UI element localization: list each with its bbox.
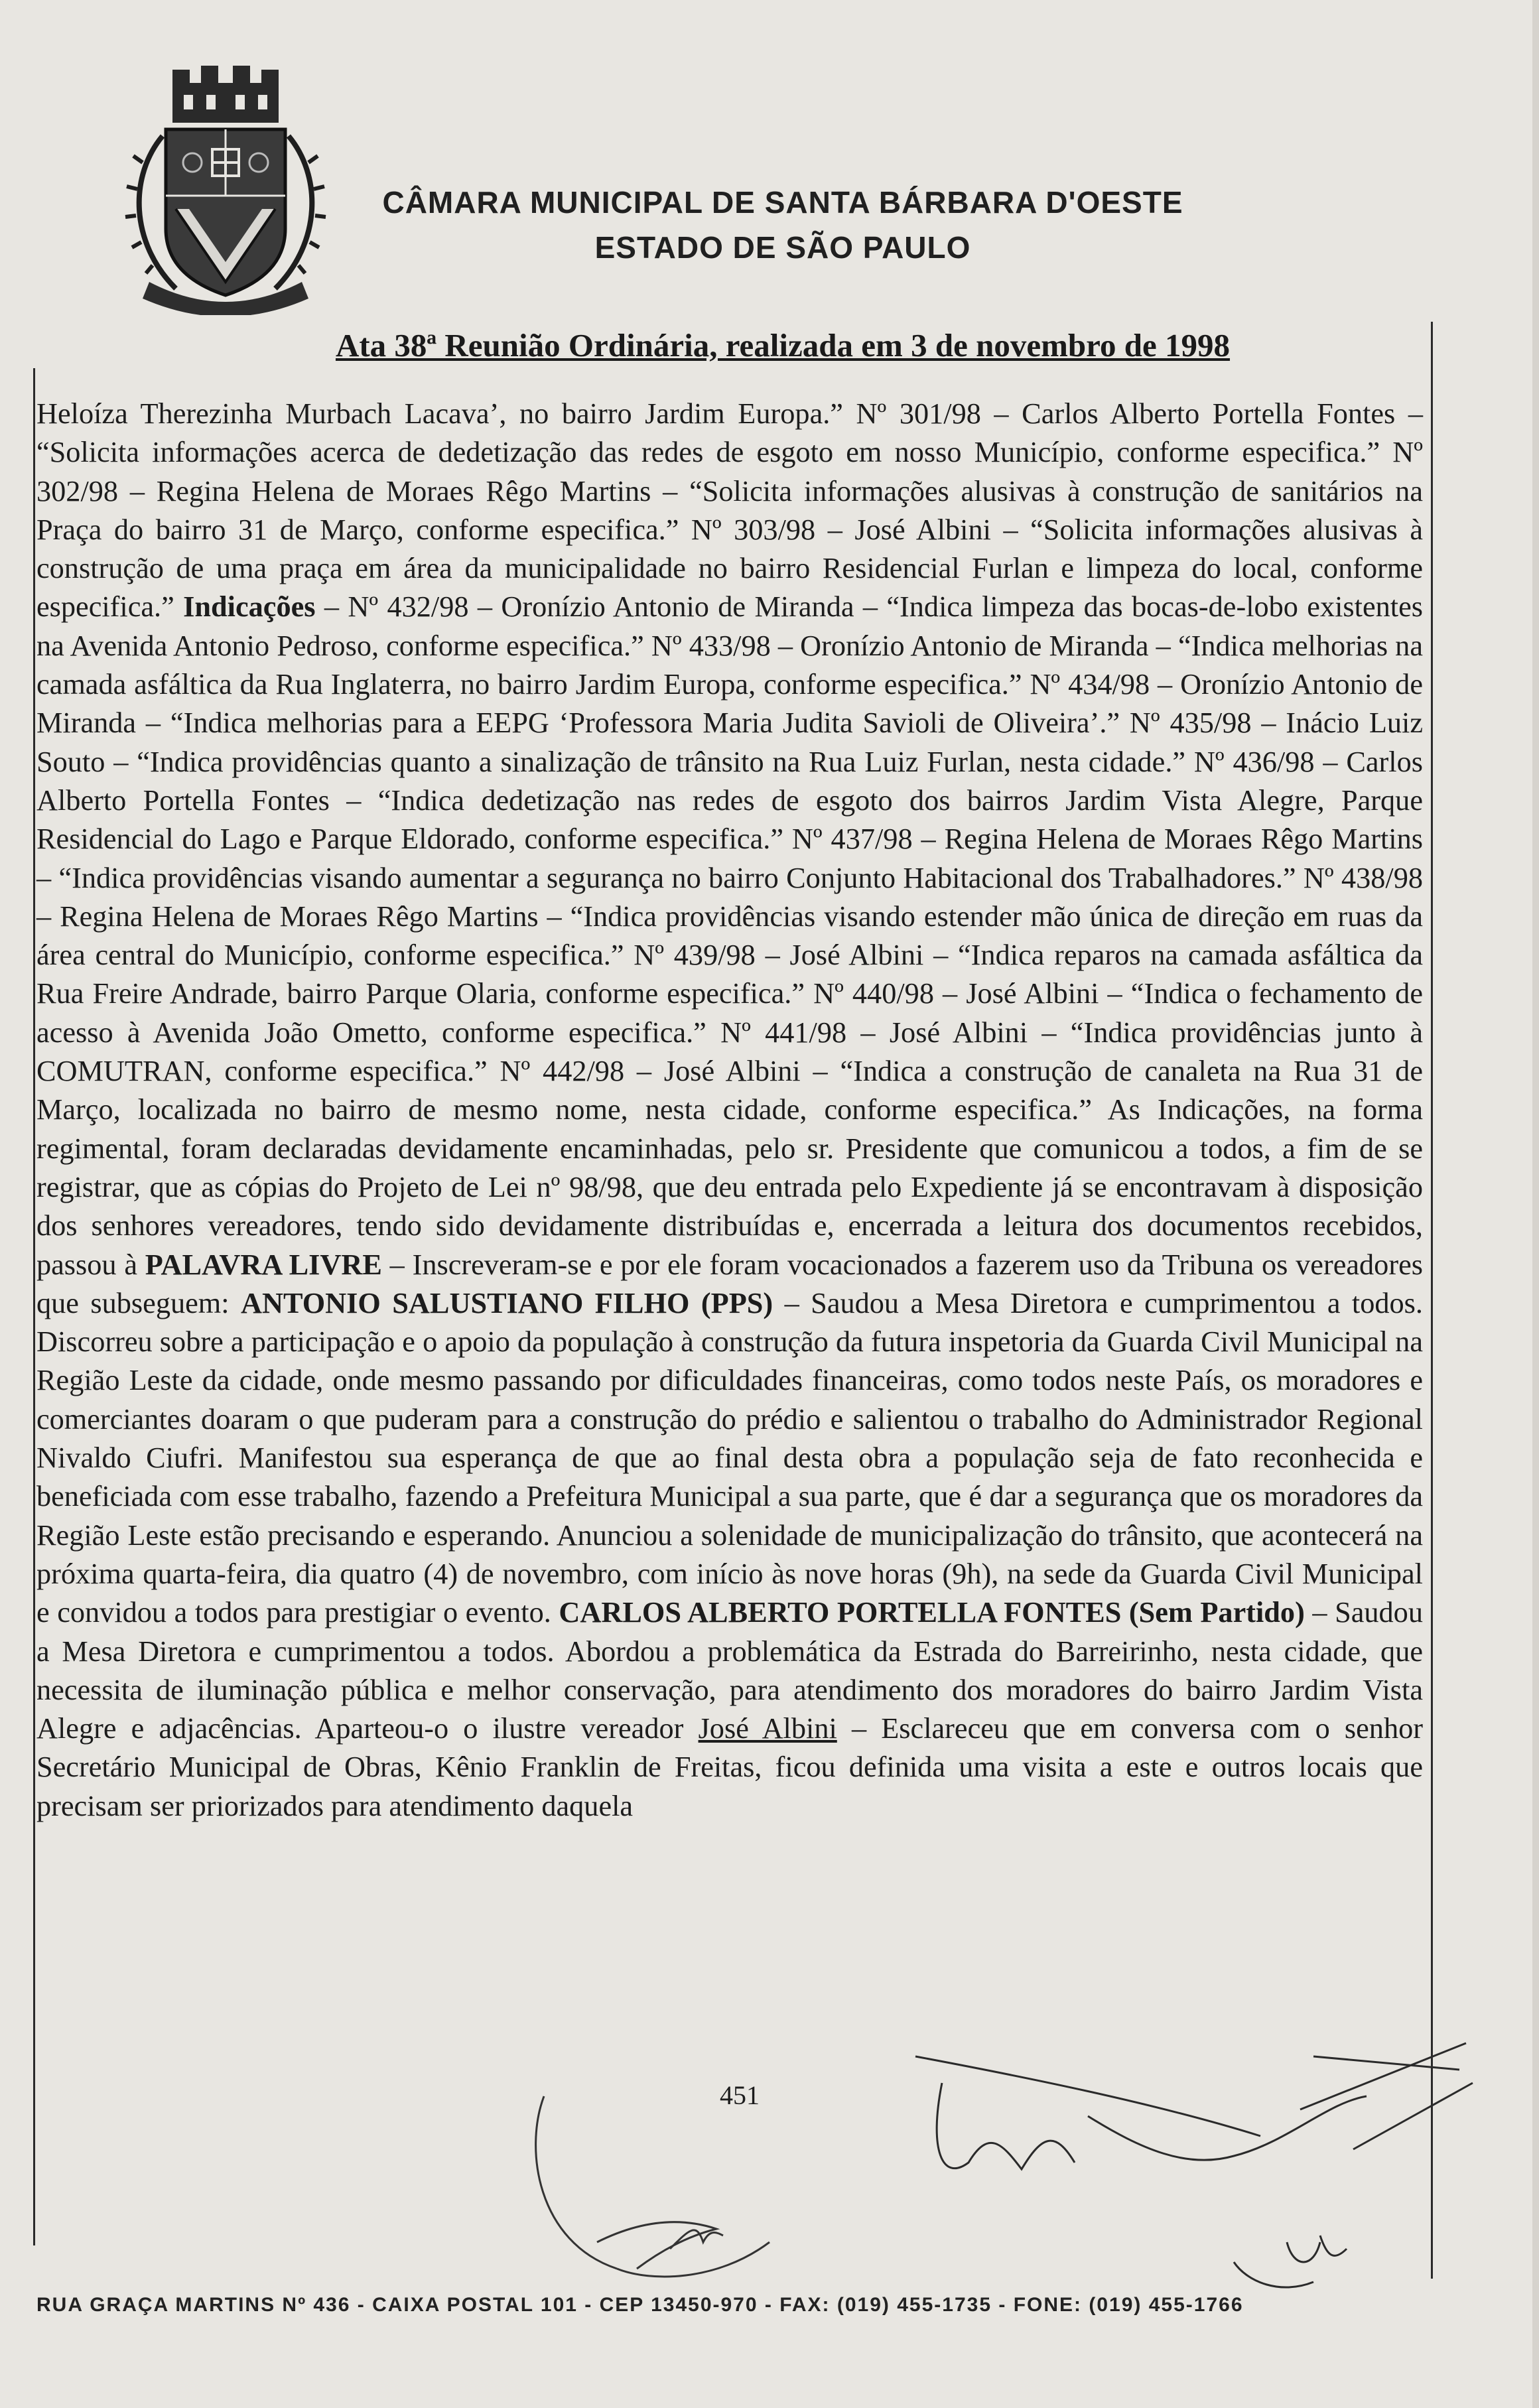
minutes-body <box>36 395 1423 1826</box>
page-number: 451 <box>720 2080 760 2110</box>
footer-address: RUA GRAÇA MARTINS Nº 436 - CAIXA POSTAL 101 - CEP 13450-970 - FAX: (019) 455-1735 - FONE: (019) 455-1766 <box>36 2294 1244 2316</box>
state-title: ESTADO DE SÃO PAULO <box>594 230 971 265</box>
speaker-name: CARLOS ALBERTO PORTELLA FONTES (Sem Partido) <box>559 1596 1305 1629</box>
left-margin-line <box>33 368 35 2245</box>
body-text-segment: – Inscreveram-se e por ele foram vocacionados a fazerem uso da Tribuna os vereadores que subseguem: <box>36 1248 1423 1319</box>
body-text-segment: – Nº 432/98 – Oronízio Antonio de Miranda – “Indica limpeza das bocas-de-lobo existentes na Avenida Antonio Pedroso, conforme especifica.” Nº 433/98 – Oronízio Antonio de Miranda – “Indica melhorias na camada asfáltica da Rua Inglaterra, no bairro Jardim Europa, conforme especifica.” Nº 434/98 – Oronízio Antonio de Miranda – “Indica melhorias para a EEPG ‘Professora Maria Judita Savioli de Oliveira’.” Nº 435/98 – Inácio Luiz Souto – “Indica providências quanto a sinalização de trânsito na Rua Luiz Furlan, nesta cidade.” Nº 436/98 – Carlos Alberto Portella Fontes – “Indica dedetização nas redes de esgoto dos bairros Jardim Vista Alegre, Parque Residencial do Lago e Parque Eldorado, conforme especifica.” Nº 437/98 – Regina Helena de Moraes Rêgo Martins – “Indica providências visando aumentar a segurança no bairro Conjunto Habitacional dos Trabalhadores.” Nº 438/98 – Regina Helena de Moraes Rêgo Martins – “Indica providências visando estender mão única de direção em ruas da área central do Município, conforme especifica.” Nº 439/98 – José Albini – “Indica reparos na camada asfáltica da Rua Freire Andrade, bairro Parque Olaria, conforme especifica.” Nº 440/98 – José Albini – “Indica o fechamento de acesso à Avenida João Ometto, conforme especifica.” Nº 441/98 – José Albini – “Indica providências junto à COMUTRAN, conforme especifica.” Nº 442/98 – José Albini – “Indica a construção de canaleta na Rua 31 de Março, localizada no bairro de mesmo nome, nesta cidade, conforme especifica.” As Indicações, na forma regimental, foram declaradas devidamente encaminhadas, pelo sr. Presidente que comunicou a todos, a fim de se registrar, que as cópias do Projeto de Lei nº 98/98, que deu entrada pelo Expediente já se encontravam à disposição dos senhores vereadores, tendo sido devidamente distribuídas e, encerrada a leitura dos documentos recebidos, passou à <box>36 590 1423 1281</box>
signature-right <box>889 2030 1486 2308</box>
indicacoes-heading: Indicações <box>183 590 316 624</box>
aparte-name: José Albini <box>698 1712 837 1745</box>
signature-left <box>517 2070 889 2308</box>
body-text-segment: Heloíza Therezinha Murbach Lacava’, no bairro Jardim Europa.” Nº 301/98 – Carlos Alberto Portella Fontes – “Solicita informações acerca de dedetização das redes de esgoto em nosso Município, conforme especifica.” Nº 302/98 – Regina Helena de Moraes Rêgo Martins – “Solicita informações alusivas à construção de sanitários na Praça do bairro 31 de Março, conforme especifica.” Nº 303/98 – José Albini – “Solicita informações alusivas à construção de uma praça em área da municipalidade no bairro Residencial Furlan e limpeza do local, conforme especifica.” <box>36 397 1423 624</box>
right-margin-line <box>1431 322 1433 2279</box>
body-text-segment: – Esclareceu que em conversa com o senhor Secretário Municipal de Obras, Kênio Franklin de Freitas, ficou definida uma visita a este e outros locais que precisam ser priorizados para atendimento daquela <box>36 1712 1424 1822</box>
body-text-segment: – Saudou a Mesa Diretora e cumprimentou a todos. Abordou a problemática da Estrada do Barreirinho, nesta cidade, que necessita de iluminação pública e melhor conservação, para atendimento dos moradores do bairro Jardim Vista Alegre e adjacências. Aparteou-o o ilustre vereador <box>36 1596 1423 1745</box>
page-edge <box>1532 0 1539 2408</box>
speaker-name: ANTONIO SALUSTIANO FILHO (PPS) <box>240 1286 773 1319</box>
minutes-title: Ata 38ª Reunião Ordinária, realizada em 3 de novembro de 1998 <box>335 327 1231 364</box>
body-text-segment: – Saudou a Mesa Diretora e cumprimentou a todos. Discorreu sobre a participação e o apoio da população à construção da futura inspetoria da Guarda Civil Municipal na Região Leste da cidade, onde mesmo passando por dificuldades financeiras, como todos neste País, os moradores e comerciantes doaram o que puderam para a construção do prédio e salientou o trabalho do Administrador Regional Nivaldo Ciufri. Manifestou sua esperança de que ao final desta obra a população seja de fato reconhecida e beneficiada com esse trabalho, fazendo a Prefeitura Municipal a sua parte, que é dar a segurança que os moradores da Região Leste estão precisando e esperando. Anunciou a solenidade de municipalização do trânsito, que acontecerá na próxima quarta-feira, dia quatro (4) de novembro, com início às nove horas (9h), na sede da Guarda Civil Municipal e convidou a todos para prestigiar o evento. <box>36 1286 1423 1629</box>
chamber-title: CÂMARA MUNICIPAL DE SANTA BÁRBARA D'OESTE <box>382 185 1183 220</box>
palavra-livre-heading: PALAVRA LIVRE <box>145 1248 382 1281</box>
